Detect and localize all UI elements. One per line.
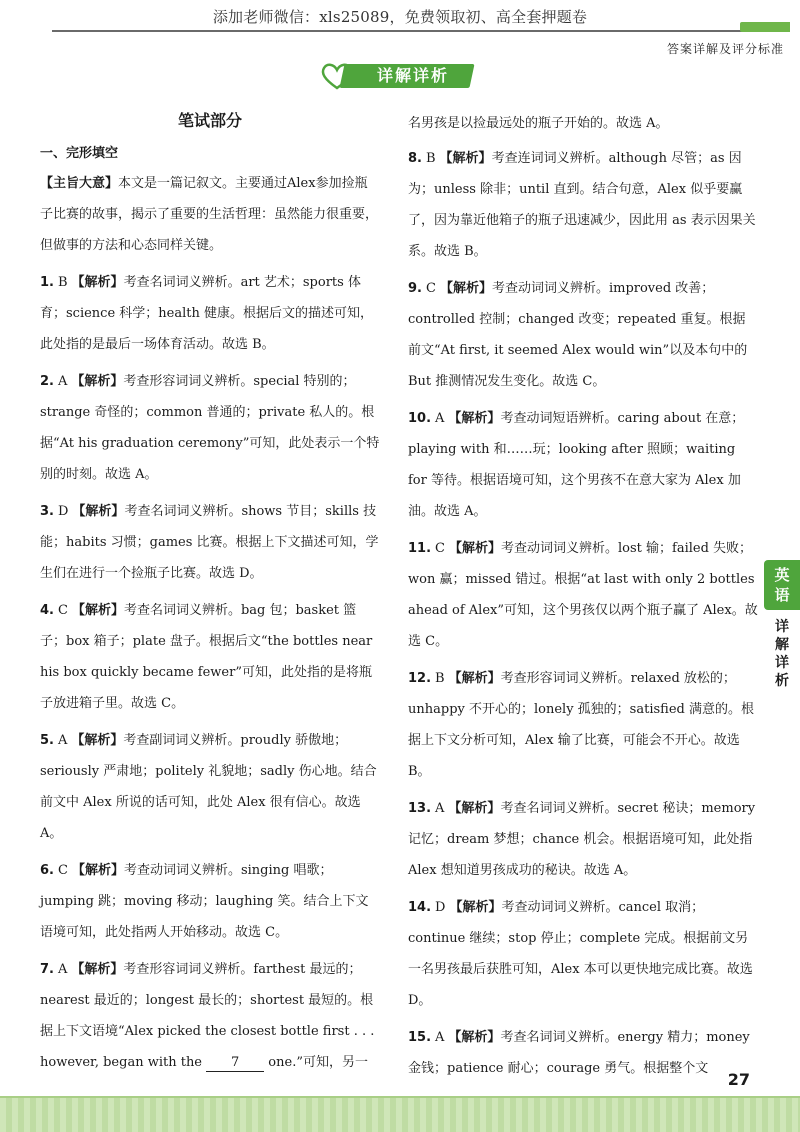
item-answer: A — [435, 801, 445, 816]
footer-decoration — [0, 1096, 800, 1132]
answer-item-10 — [408, 403, 758, 527]
jiexi-label: 【解析】 — [72, 504, 125, 519]
item-text: 考查形容词词义辨析。farthest 最远的；nearest 最近的；longest 最长的；shortest 最短的。根据上下文语境“Alex picked the closest bottle first . . . however, began with the — [40, 962, 375, 1070]
item-text: 考查动词词义辨析。improved 改善；controlled 控制；changed 改变；repeated 重复。根据前文“At first, it seemed Alex would win”以及本句中的 But 推测情况发生变化。故选 C。 — [408, 281, 748, 389]
item-text: 考查动词词义辨析。singing 唱歌；jumping 跳；moving 移动；laughing 笑。结合上下文语境可知，此处指两人开始移动。故选 C。 — [40, 863, 369, 940]
jiexi-label: 【解析】 — [71, 733, 124, 748]
item-text-continued: one.”可知，另一 — [268, 1055, 368, 1070]
answer-item-2 — [40, 366, 380, 490]
side-label-char: 详 — [775, 619, 789, 635]
answer-item-7 — [40, 954, 380, 1078]
jiexi-label: 【解析】 — [439, 151, 492, 166]
header-title: 答案详解及评分标准 — [666, 42, 784, 56]
answer-item-6 — [40, 855, 380, 948]
item-number: 13. — [408, 801, 432, 816]
answer-item-8 — [408, 143, 758, 267]
item-number: 3. — [40, 504, 54, 519]
item-text: 考查副词词义辨析。proudly 骄傲地；seriously 严肃地；politely 礼貌地；sadly 伤心地。结合前文中 Alex 所说的话可知，此处 Alex 很有信心。故选 A。 — [40, 733, 377, 841]
jiexi-label: 【解析】 — [448, 541, 501, 556]
jiexi-label: 【解析】 — [448, 1030, 501, 1045]
item-answer: A — [57, 374, 68, 389]
jiexi-label: 【解析】 — [449, 900, 502, 915]
item-number: 8. — [408, 151, 422, 166]
answer-item-13 — [408, 793, 758, 886]
summary-paragraph — [40, 168, 380, 261]
banner-title: 详解详析 — [376, 66, 449, 85]
subsection-title: 一、完形填空 — [40, 146, 119, 161]
jiexi-label: 【解析】 — [71, 275, 124, 290]
item-number: 6. — [40, 863, 54, 878]
page-number: 27 — [727, 1070, 750, 1089]
item-number: 1. — [40, 275, 54, 290]
item-text: 考查形容词词义辨析。relaxed 放松的；unhappy 不开心的；lonely 孤独的；satisfied 满意的。根据上下文分析可知，Alex 输了比赛，可能会不开心。故选 B。 — [408, 671, 754, 779]
answer-item-14 — [408, 892, 758, 1016]
subject-tab — [764, 560, 800, 610]
item-number: 11. — [408, 541, 432, 556]
item-text: 考查名词词义辨析。shows 节目；skills 技能；habits 习惯；games 比赛。根据上下文描述可知，学生们在进行一个捡瓶子比赛。故选 D。 — [40, 504, 379, 581]
item-answer: C — [57, 863, 68, 878]
header-tab-decoration — [740, 22, 790, 32]
jiexi-label: 【解析】 — [71, 863, 124, 878]
jiexi-label: 【解析】 — [448, 801, 501, 816]
item-number: 12. — [408, 671, 432, 686]
answer-item-12 — [408, 663, 758, 787]
answer-item-9 — [408, 273, 758, 397]
answer-item-11 — [408, 533, 758, 657]
watermark-text: 添加老师微信：xls25089，免费领取初、高全套押题卷 — [212, 8, 588, 26]
summary-tag: 【主旨大意】 — [40, 176, 119, 191]
item-answer: C — [57, 603, 68, 618]
section-side-label — [770, 618, 794, 690]
item-text: 考查动词词义辨析。cancel 取消；continue 继续；stop 停止；complete 完成。根据前文另一名男孩最后获胜可知，Alex 本可以更快地完成比赛。故选 D。 — [408, 900, 753, 1008]
item-text: 考查形容词词义辨析。special 特别的；strange 奇怪的；common 普通的；private 私人的。根据“At his graduation ceremony”可知，此处表示一个特别的时刻。故选 A。 — [40, 374, 380, 482]
side-label-char: 解 — [775, 637, 789, 653]
jiexi-label: 【解析】 — [448, 671, 501, 686]
left-column — [40, 108, 380, 1084]
item-number: 9. — [408, 281, 422, 296]
item-number: 14. — [408, 900, 432, 915]
item-number: 2. — [40, 374, 54, 389]
item-number: 5. — [40, 733, 54, 748]
jiexi-label: 【解析】 — [439, 281, 492, 296]
item-answer: A — [57, 733, 68, 748]
item-text: 考查名词词义辨析。energy 精力；money 金钱；patience 耐心；courage 勇气。根据整个文 — [408, 1030, 750, 1076]
jiexi-label: 【解析】 — [71, 374, 124, 389]
item-answer: B — [425, 151, 436, 166]
item-text: 考查名词词义辨析。art 艺术；sports 体育；science 科学；health 健康。根据后文的描述可知，此处指的是最后一场体育活动。故选 B。 — [40, 275, 373, 352]
item-answer: A — [435, 1030, 445, 1045]
jiexi-label: 【解析】 — [71, 962, 124, 977]
answer-item-15 — [408, 1022, 758, 1084]
item-answer: A — [57, 962, 68, 977]
item-answer: C — [425, 281, 436, 296]
item-text: 考查动词短语辨析。caring about 在意；playing with 和……玩；looking after 照顾；waiting for 等待。根据语境可知，这个男孩不在意大家为 Alex 加油。故选 A。 — [408, 411, 745, 519]
item-answer: C — [435, 541, 445, 556]
item-number: 15. — [408, 1030, 432, 1045]
item-text: 考查连词词义辨析。although 尽管；as 因为；unless 除非；until 直到。结合句意，Alex 似乎要赢了，因为靠近他箱子的瓶子迅速减少，因此用 as 表示因果关系。故选 B。 — [408, 151, 756, 259]
item-answer: B — [57, 275, 68, 290]
jiexi-label: 【解析】 — [71, 603, 124, 618]
item-text: 考查名词词义辨析。secret 秘诀；memory 记忆；dream 梦想；chance 机会。根据语境可知，此处指 Alex 想知道男孩成功的秘诀。故选 A。 — [408, 801, 756, 878]
item-number: 10. — [408, 411, 432, 426]
item-text: 考查动词词义辨析。lost 输；failed 失败；won 赢；missed 错过。根据“at last with only 2 bottles ahead of Alex”可知，这个男孩仅以两个瓶子赢了 Alex。故选 C。 — [408, 541, 758, 649]
blank-7: 7 — [206, 1055, 264, 1072]
side-label-char: 析 — [775, 673, 789, 689]
answer-item-1 — [40, 267, 380, 360]
item-answer: D — [435, 900, 446, 915]
answer-item-5 — [40, 725, 380, 849]
item-text: 考查名词词义辨析。bag 包；basket 篮子；box 箱子；plate 盘子。根据后文“the bottles near his box quickly became fewer”可知，此处指的是将瓶子放进箱子里。故选 C。 — [40, 603, 373, 711]
item-7-continuation: 名男孩是以捡最远处的瓶子开始的。故选 A。 — [408, 116, 669, 131]
right-column — [408, 108, 758, 1090]
item-answer: D — [57, 504, 69, 519]
side-label-char: 详 — [775, 655, 789, 671]
summary-text: 本文是一篇记叙文。主要通过Alex参加捡瓶子比赛的故事，揭示了重要的生活哲理：虽然能力很重要，但做事的方法和心态同样关键。 — [40, 176, 379, 253]
subject-tab-char: 英 — [774, 566, 790, 584]
header-rule — [52, 30, 752, 32]
answer-item-3 — [40, 496, 380, 589]
subject-tab-char: 语 — [774, 586, 790, 604]
item-number: 7. — [40, 962, 54, 977]
item-answer: B — [435, 671, 445, 686]
section-title: 笔试部分 — [177, 111, 242, 130]
banner — [320, 62, 478, 90]
answer-item-4 — [40, 595, 380, 719]
jiexi-label: 【解析】 — [448, 411, 501, 426]
item-answer: A — [435, 411, 445, 426]
item-number: 4. — [40, 603, 54, 618]
